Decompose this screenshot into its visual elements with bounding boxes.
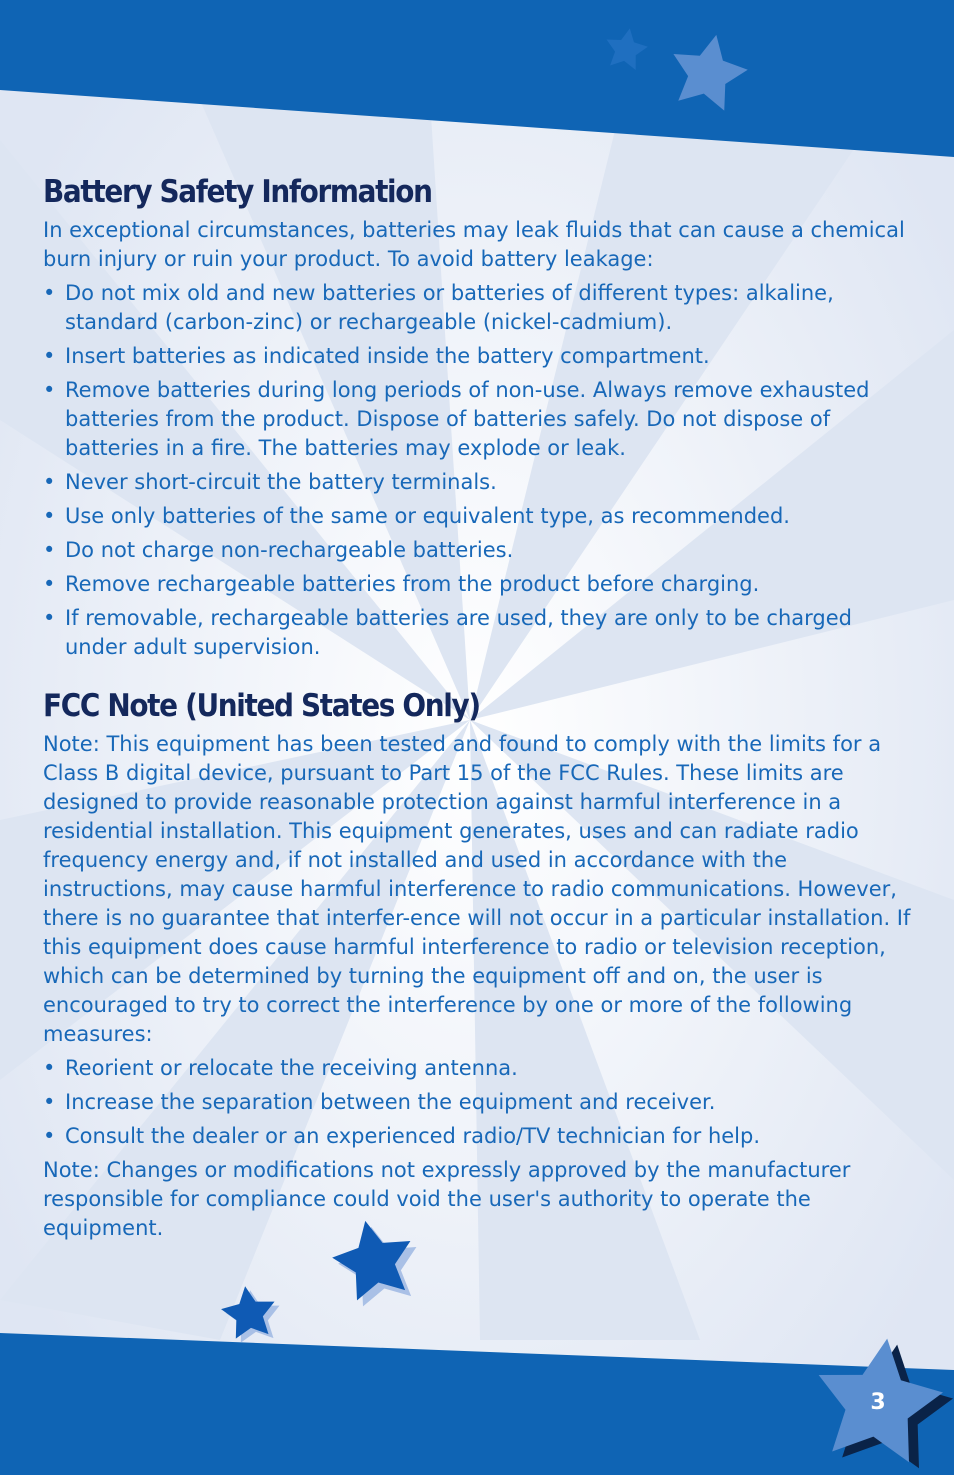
list-item: • Use only batteries of the same or equivalent type, as recommended. xyxy=(43,502,911,531)
list-item: • Insert batteries as indicated inside the battery compartment. xyxy=(43,342,911,371)
battery-bullet-list xyxy=(43,279,911,662)
page-number: 3 xyxy=(870,1390,886,1415)
list-item: • Remove batteries during long periods of non-use. Always remove exhausted batteries from the product. Dispose of batteries safely. Do not dispose of batteries in a fire. The batteries may explode or leak. xyxy=(43,376,911,463)
list-item: • If removable, rechargeable batteries are used, they are only to be charged under adult supervision. xyxy=(43,604,911,662)
list-item: • Do not charge non-rechargeable batteries. xyxy=(43,536,911,565)
list-item: • Increase the separation between the equipment and receiver. xyxy=(43,1088,911,1117)
list-item: • Remove rechargeable batteries from the product before charging. xyxy=(43,570,911,599)
fcc-intro: Note: This equipment has been tested and found to comply with the limits for a Class B digital device, pursuant to Part 15 of the FCC Rules. These limits are designed to provide reasonable protection against harmful interference in a residential installation. This equipment generates, uses and can radiate radio frequency energy and, if not installed and used in accordance with the instructions, may cause harmful interference to radio communications. However, there is no guarantee that interfer-ence will not occur in a particular installation. If this equipment does cause harmful interference to radio or television reception, which can be determined by turning the equipment off and on, the user is encouraged to try to correct the interference by one or more of the following measures: xyxy=(43,732,911,1046)
list-item: • Never short-circuit the battery terminals. xyxy=(43,468,911,497)
battery-safety-section xyxy=(43,170,911,662)
list-item: • Reorient or relocate the receiving antenna. xyxy=(43,1054,911,1083)
list-item: • Consult the dealer or an experienced radio/TV technician for help. xyxy=(43,1122,911,1151)
fcc-note-section xyxy=(43,684,911,1243)
battery-safety-heading: Battery Safety Information xyxy=(43,174,432,210)
content xyxy=(43,170,911,1243)
battery-intro: In exceptional circumstances, batteries may leak fluids that can cause a chemical burn injury or ruin your product. To avoid battery leakage: xyxy=(43,218,905,271)
fcc-modification-note: Note: Changes or modifications not expressly approved by the manufacturer responsible for compliance could void the user's authority to operate the equipment. xyxy=(43,1158,851,1240)
fcc-note-heading: FCC Note (United States Only) xyxy=(43,688,480,724)
list-item: • Do not mix old and new batteries or batteries of different types: alkaline, standard (carbon-zinc) or rechargeable (nickel-cadmium). xyxy=(43,279,911,337)
fcc-bullet-list xyxy=(43,1054,911,1151)
